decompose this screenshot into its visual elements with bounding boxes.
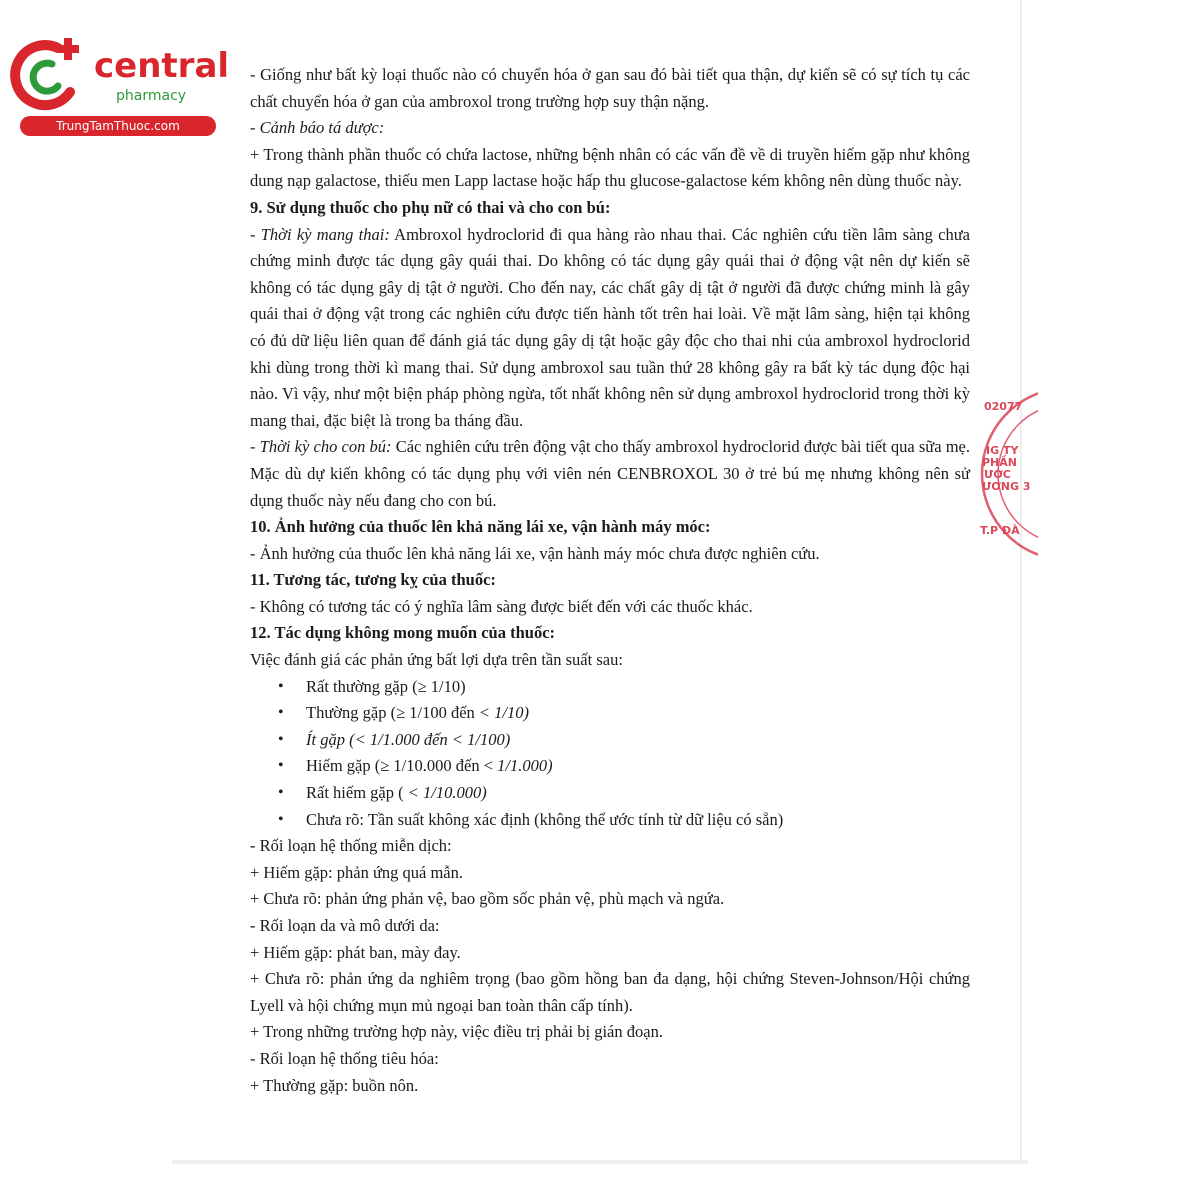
company-seal-stamp [972,376,1038,572]
section-10-text: - Ảnh hưởng của thuốc lên khả năng lái xe, vận hành máy móc chưa được nghiên cứu. [250,543,820,563]
frequency-very-common: Rất thường gặp (≥ 1/10) [306,676,466,696]
stamp-line-2: IG TY [986,444,1019,457]
immune-unknown: + Chưa rõ: phản ứng phản vệ, bao gồm sốc phản vệ, phù mạch và ngứa. [250,889,725,909]
logo-url-badge[interactable]: TrungTamThuoc.com [20,116,216,136]
frequency-item [306,807,970,834]
frequency-common-upper: < 1/10) [478,703,529,723]
page-edge [1020,0,1022,1162]
section-9-heading: 9. Sử dụng thuốc cho phụ nữ có thai và cho con bú: [250,197,611,217]
section-11-heading: 11. Tương tác, tương kỵ của thuốc: [250,570,496,590]
pregnancy-text: Ambroxol hydroclorid đi qua hàng rào nhau thai. Các nghiên cứu tiền lâm sàng chưa chứng minh được tác dụng gây quái thai. Do không có tác dụng gây quái thai ở động vật nên dự kiến sẽ không có tác dụng gây dị tật ở người. Cho đến nay, các chất gây dị tật ở người đã được chứng minh là gây quái thai ở động vật trong các nghiên cứu được tiến hành tốt trên hai loài. Về mặt lâm sàng, hiện tại không có đủ dữ liệu liên quan để đánh giá tác dụng gây dị tật hoặc gây độc cho thai nhi của ambroxol hydroclorid khi dùng trong thời kì mang thai. Sử dụng ambroxol sau tuần thứ 28 không gây ra bất kỳ tác dụng độc hại nào. Vì vậy, như một biện pháp phòng ngừa, tốt nhất không nên sử dụng ambroxol hydroclorid trong thời kỳ mang thai, đặc biệt là trong ba tháng đầu. [250,224,970,430]
breastfeeding-text: Các nghiên cứu trên động vật cho thấy ambroxol hydroclorid được bài tiết qua sữa mẹ. Mặc dù dự kiến không có tác dụng phụ với viên nén CENBROXOL 30 ở trẻ bú mẹ nhưng không nên sử dụng thuốc này nếu đang cho con bú. [250,437,971,510]
digestive-common: + Thường gặp: buồn nôn. [250,1075,419,1095]
central-pharmacy-logo[interactable] [8,34,230,138]
frequency-item [306,780,970,807]
pharmacy-cross-icon [8,34,88,114]
frequency-item [306,753,970,780]
document-body [250,62,970,1099]
stamp-line-5: ƯƠNG 3 [982,480,1031,493]
excipient-warning-heading: - Cảnh báo tá dược: [250,118,385,138]
frequency-uncommon: Ít gặp (< 1/1.000 đến < 1/100) [306,729,511,749]
stamp-line-3: PHẦN [982,456,1017,469]
frequency-rare: Hiếm gặp (≥ 1/10.000 đến < [306,756,498,776]
logo-subtitle: pharmacy [116,88,187,104]
section-12-intro: Việc đánh giá các phản ứng bất lợi dựa trên tần suất sau: [250,650,623,670]
frequency-very-rare-upper: < 1/10.000) [407,783,487,803]
skin-unknown: + Chưa rõ: phản ứng da nghiêm trọng (bao gồm hồng ban đa dạng, hội chứng Steven-Johnson/Hội chứng Lyell và hội chứng mụn mủ ngoại ban toàn thân cấp tính). [250,969,970,1015]
renal-paragraph: - Giống như bất kỳ loại thuốc nào có chuyển hóa ở gan sau đó bài tiết qua thận, dự kiến sẽ có sự tích tụ các chất chuyển hóa ở gan của ambroxol trong trường hợp suy thận nặng. [250,65,970,111]
stamp-line-4: ƯỚC [984,468,1011,481]
breastfeeding-label: - Thời kỳ cho con bú: [250,437,392,457]
logo-name: central [94,46,230,86]
section-10-heading: 10. Ảnh hưởng của thuốc lên khả năng lái xe, vận hành máy móc: [250,517,711,537]
treatment-interruption: + Trong những trường hợp này, việc điều trị phải bị gián đoạn. [250,1022,663,1042]
frequency-very-rare: Rất hiếm gặp ( [306,783,408,803]
breastfeeding-paragraph [250,434,970,514]
digestive-disorders: - Rối loạn hệ thống tiêu hóa: [250,1048,439,1068]
immune-disorders: - Rối loạn hệ thống miễn dịch: [250,836,452,856]
section-11-text: - Không có tương tác có ý nghĩa lâm sàng được biết đến với các thuốc khác. [250,596,753,616]
frequency-item [306,700,970,727]
lactose-paragraph: + Trong thành phần thuốc có chứa lactose, những bệnh nhân có các vấn đề về di truyền hiếm gặp như không dung nạp galactose, thiếu men Lapp lactase hoặc hấp thu glucose-galactose kém không nên dùng thuốc này. [250,144,970,191]
stamp-number: 02077 [984,400,1023,413]
immune-rare: + Hiếm gặp: phản ứng quá mẫn. [250,862,463,882]
frequency-item [306,674,970,701]
pregnancy-label: - Thời kỳ mang thai: [250,224,390,244]
section-12-heading: 12. Tác dụng không mong muốn của thuốc: [250,623,556,643]
skin-rare: + Hiếm gặp: phát ban, mày đay. [250,942,461,962]
frequency-unknown: Chưa rõ: Tần suất không xác định (không thể ước tính từ dữ liệu có sẵn) [306,809,784,829]
pregnancy-paragraph [250,222,970,435]
frequency-rare-upper: 1/1.000) [497,756,553,776]
skin-disorders: - Rối loạn da và mô dưới da: [250,916,440,935]
page-bottom-edge [172,1160,1028,1164]
frequency-item [306,727,970,754]
frequency-common: Thường gặp (≥ 1/100 đến [306,703,479,723]
stamp-line-6: T.P ĐÀ [980,524,1020,537]
frequency-list [250,674,970,834]
